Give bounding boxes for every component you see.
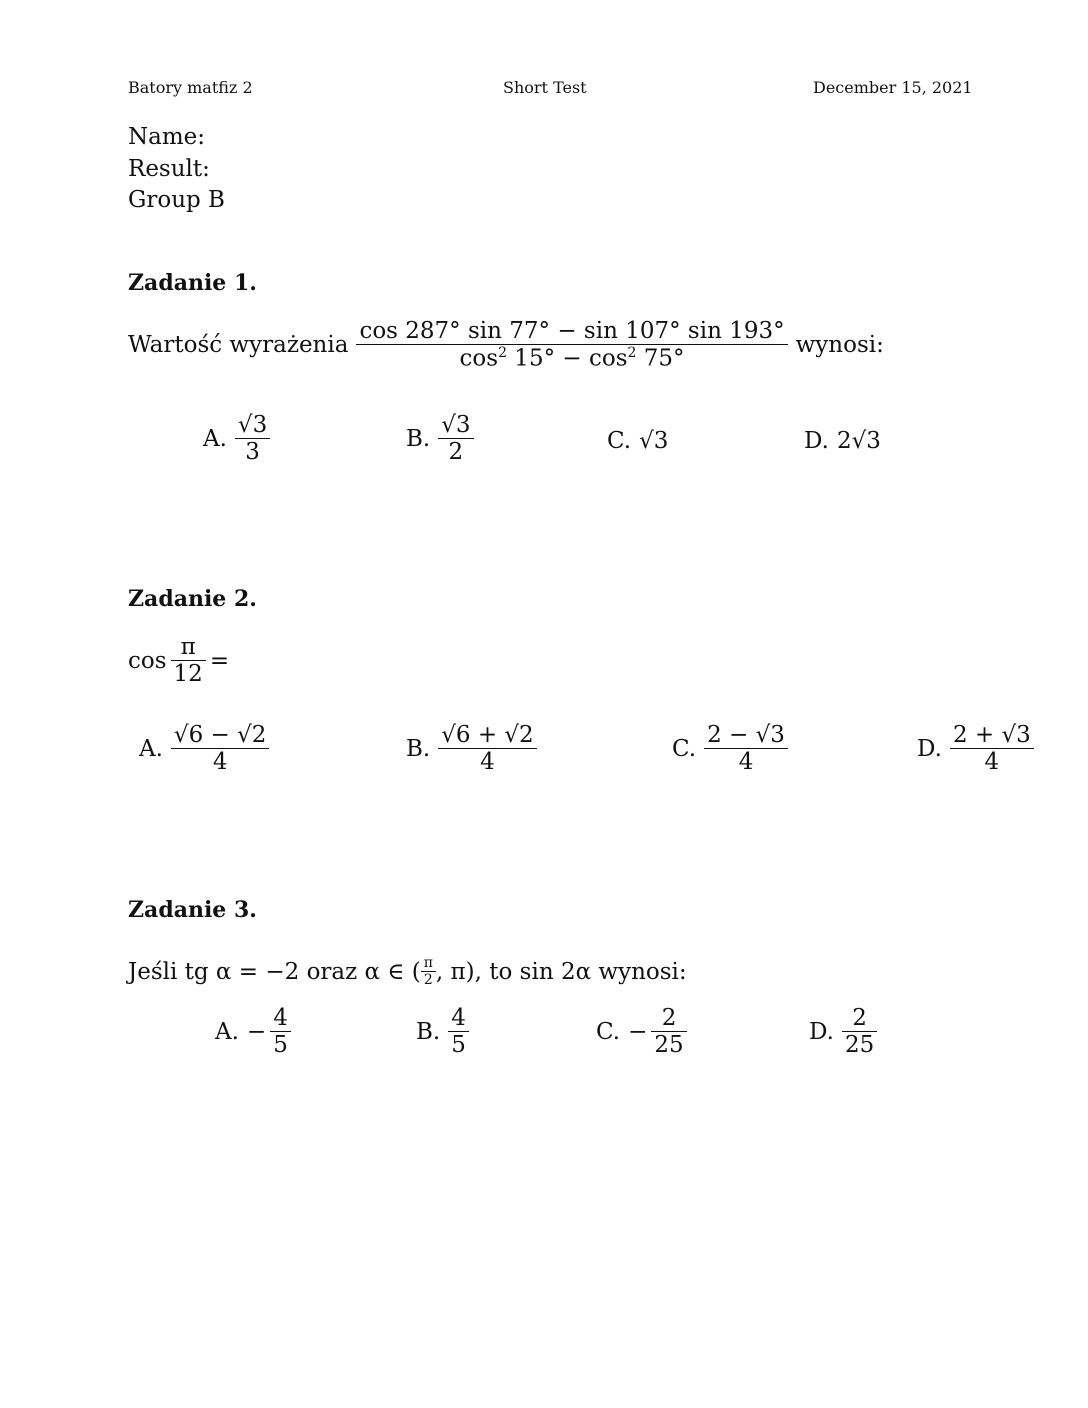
option-fraction: $\frac{2 + √3}{4}$ xyxy=(950,722,1034,776)
task3-title: Zadanie 3. xyxy=(128,897,257,923)
option-fraction: $\frac{√6 + √2}{4}$ xyxy=(438,722,536,776)
result-field-label: Result: xyxy=(128,156,210,182)
option-fraction: $\frac{√3}{2}$ xyxy=(438,412,473,466)
pi-over-2: $\frac{\pi}{2}$ xyxy=(421,955,436,988)
group-label: Group B xyxy=(128,187,225,213)
task1-option-b[interactable]: B. $\frac{√3}{2}$ xyxy=(406,412,474,466)
task2-option-c[interactable]: C. $\frac{2 - √3}{4}$ xyxy=(672,722,788,776)
task1-expression xyxy=(356,318,787,373)
option-fraction: $\frac{√6 - √2}{4}$ xyxy=(171,722,269,776)
task1-option-d[interactable]: D. 2√3 xyxy=(804,428,881,454)
option-fraction: $\frac{2}{25}$ xyxy=(842,1005,877,1059)
task1-prompt-before: Wartość wyrażenia xyxy=(128,332,349,359)
task2-option-a[interactable]: A. $\frac{√6 - √2}{4}$ xyxy=(139,722,269,776)
pi-over-12: $\frac{\pi}{12}$ xyxy=(171,634,206,688)
task3-prompt: Jeśli tg α = −2 oraz α ∈ ( $\frac{\pi}{2}$ , π), to sin 2α wynosi: xyxy=(128,955,687,989)
option-fraction: $\frac{4}{5}$ xyxy=(270,1005,291,1059)
task1-prompt-after: wynosi: xyxy=(795,332,884,359)
task1-title: Zadanie 1. xyxy=(128,270,257,296)
header-date: December 15, 2021 xyxy=(813,78,973,97)
header-title: Short Test xyxy=(503,78,587,97)
task1-denominator: $\cos^2 15^\circ - \cos^2 75^\circ$ xyxy=(459,345,685,373)
task1-option-a[interactable]: A. $\frac{√3}{3}$ xyxy=(203,412,270,466)
task2-prompt: cos $\frac{\pi}{12}$ = xyxy=(128,634,230,688)
minus-sign: − xyxy=(246,1018,267,1045)
option-fraction: $\frac{2}{25}$ xyxy=(651,1005,686,1059)
task3-option-c[interactable]: C. − $\frac{2}{25}$ xyxy=(596,1005,687,1059)
option-fraction: $\frac{4}{5}$ xyxy=(448,1005,469,1059)
option-fraction: $\frac{2 - √3}{4}$ xyxy=(704,722,788,776)
option-value: √3 xyxy=(639,428,669,454)
task3-option-b[interactable]: B. $\frac{4}{5}$ xyxy=(416,1005,469,1059)
option-value: 2√3 xyxy=(836,428,881,454)
task2-option-b[interactable]: B. $\frac{√6 + √2}{4}$ xyxy=(406,722,537,776)
task1-option-c[interactable]: C. √3 xyxy=(607,428,669,454)
name-field-label: Name: xyxy=(128,124,206,150)
minus-sign: − xyxy=(628,1018,648,1045)
task1-prompt xyxy=(128,318,884,373)
task2-option-d[interactable]: D. $\frac{2 + √3}{4}$ xyxy=(917,722,1034,776)
option-fraction: $\frac{√3}{3}$ xyxy=(235,412,270,466)
task3-option-d[interactable]: D. $\frac{2}{25}$ xyxy=(809,1005,877,1059)
header-course: Batory matfiz 2 xyxy=(128,78,253,97)
task1-numerator: cos 287° sin 77° − sin 107° sin 193° xyxy=(359,318,785,344)
task3-option-a[interactable]: A. − $\frac{4}{5}$ xyxy=(215,1005,291,1059)
task2-title: Zadanie 2. xyxy=(128,586,257,612)
